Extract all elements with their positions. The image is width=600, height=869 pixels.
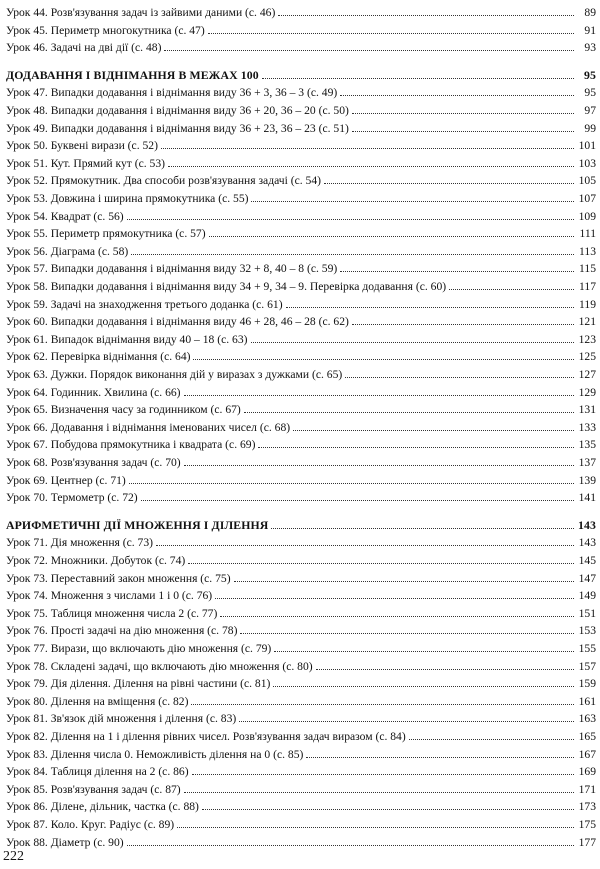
- dot-leader: [239, 720, 574, 722]
- entry-title: Урок 45. Периметр многокутника (с. 47): [6, 23, 205, 37]
- entry-title: Урок 68. Розв'язування задач (с. 70): [6, 456, 181, 469]
- entry-page: 103: [578, 156, 596, 170]
- toc-entry: [6, 399, 596, 416]
- toc-entry: [6, 20, 596, 37]
- dot-leader: [345, 376, 574, 378]
- entry-page: 139: [578, 473, 596, 487]
- page-number: 222: [3, 849, 24, 864]
- toc-entry: [6, 118, 596, 135]
- dot-leader: [324, 182, 574, 184]
- toc-entry: [6, 487, 596, 504]
- toc-entry: [6, 2, 596, 19]
- entry-title: Урок 74. Множення з числами 1 і 0 (с. 76): [6, 589, 213, 603]
- entry-title: Урок 57. Випадки додавання і віднімання виду 32 + 8, 40 – 8 (с. 59): [6, 262, 338, 276]
- toc-entry: [6, 470, 596, 487]
- toc-entry: [6, 744, 596, 761]
- dot-leader: [156, 544, 574, 546]
- toc-entry: [6, 276, 596, 293]
- dot-leader: [161, 147, 574, 149]
- dot-leader: [352, 323, 574, 325]
- entry-title: Урок 78. Складені задачі, що включають дію множення (с. 80): [6, 659, 313, 673]
- entry-page: 153: [578, 624, 596, 638]
- entry-title: Урок 58. Випадки додавання і віднімання виду 34 + 9, 34 – 9. Перевірка додавання (с. 60): [6, 280, 447, 293]
- dot-leader: [191, 703, 574, 705]
- toc-entry: [6, 656, 596, 673]
- entry-page: 129: [578, 385, 596, 399]
- entry-page: 115: [579, 262, 596, 276]
- dot-leader: [278, 14, 574, 16]
- entry-page: 89: [584, 6, 596, 19]
- toc-entry: [6, 761, 596, 778]
- entry-title: Урок 83. Ділення числа 0. Неможливість ділення на 0 (с. 85): [6, 747, 304, 761]
- entry-title: Урок 64. Годинник. Хвилина (с. 66): [6, 385, 181, 399]
- entry-title: Урок 52. Прямокутник. Два способи розв'язування задачі (с. 54): [6, 174, 321, 188]
- toc-entry: [6, 241, 596, 258]
- entry-title: Урок 47. Випадки додавання і віднімання виду 36 + 3, 36 – 3 (с. 49): [6, 86, 338, 100]
- section-title: ДОДАВАННЯ І ВІДНІМАННЯ В МЕЖАХ 100: [6, 67, 259, 82]
- toc-entry: [6, 188, 596, 205]
- entry-page: 109: [578, 209, 596, 223]
- entry-title: Урок 69. Центнер (с. 71): [6, 473, 126, 487]
- entry-title: Урок 51. Кут. Прямий кут (с. 53): [6, 156, 165, 170]
- toc-entry: [6, 603, 596, 620]
- dot-leader: [258, 446, 574, 448]
- entry-title: Урок 79. Дія ділення. Ділення на рівні частини (с. 81): [6, 677, 271, 691]
- entry-page: 121: [578, 315, 596, 329]
- toc-entry: [6, 364, 596, 381]
- entry-page: 137: [578, 456, 596, 469]
- dot-leader: [340, 94, 574, 96]
- entry-page: 165: [578, 730, 596, 743]
- entry-page: 149: [578, 589, 596, 603]
- entry-title: Урок 50. Буквені вирази (с. 52): [6, 139, 158, 153]
- section-page: 95: [584, 67, 596, 82]
- entry-title: Урок 75. Таблиця множення числа 2 (с. 77): [6, 606, 218, 620]
- entry-title: Урок 88. Діаметр (с. 90): [6, 835, 124, 849]
- toc-entry: [6, 37, 596, 54]
- dot-leader: [131, 253, 574, 255]
- dot-leader: [271, 527, 574, 529]
- toc-entry: [6, 814, 596, 831]
- entry-page: 123: [578, 332, 596, 346]
- dot-leader: [273, 685, 574, 687]
- entry-title: Урок 82. Ділення на 1 і ділення рівних чисел. Розв'язування задач виразом (с. 84): [6, 730, 406, 743]
- entry-page: 91: [584, 23, 596, 37]
- dot-leader: [220, 615, 574, 617]
- dot-leader: [340, 270, 574, 272]
- toc-entry: [6, 550, 596, 567]
- entry-page: 95: [584, 86, 596, 100]
- dot-leader: [449, 288, 574, 290]
- toc-entry: [6, 82, 596, 99]
- entry-title: Урок 77. Вирази, що включають дію множення (с. 79): [6, 642, 272, 655]
- entry-page: 101: [578, 139, 596, 153]
- entry-page: 169: [578, 765, 596, 779]
- entry-page: 143: [578, 536, 596, 550]
- entry-title: Урок 59. Задачі на знаходження третього доданка (с. 61): [6, 297, 283, 311]
- entry-page: 161: [578, 694, 596, 708]
- toc-entry: [6, 585, 596, 602]
- section-heading: [6, 65, 596, 82]
- entry-page: 111: [579, 227, 596, 241]
- entry-page: 135: [578, 438, 596, 452]
- entry-page: 147: [578, 571, 596, 585]
- entry-title: Урок 85. Розв'язування задач (с. 87): [6, 782, 181, 796]
- toc-entry: [6, 294, 596, 311]
- dot-leader: [274, 650, 574, 652]
- dot-leader: [240, 632, 574, 634]
- entry-title: Урок 80. Ділення на вміщення (с. 82): [6, 694, 189, 708]
- entry-title: Урок 54. Квадрат (с. 56): [6, 209, 124, 223]
- toc-entry: [6, 258, 596, 275]
- entry-title: Урок 70. Термометр (с. 72): [6, 491, 138, 505]
- toc-entry: [6, 153, 596, 170]
- entry-title: Урок 72. Множники. Добуток (с. 74): [6, 554, 186, 567]
- entry-title: Урок 62. Перевірка віднімання (с. 64): [6, 350, 191, 364]
- dot-leader: [251, 341, 575, 343]
- dot-leader: [177, 826, 574, 828]
- toc-entry: [6, 532, 596, 549]
- toc-entry: [6, 206, 596, 223]
- dot-leader: [352, 112, 574, 114]
- dot-leader: [316, 668, 574, 670]
- toc-entry: [6, 382, 596, 399]
- entry-title: Урок 65. Визначення часу за годинником (с. 67): [6, 403, 241, 417]
- entry-page: 167: [578, 747, 596, 761]
- entry-page: 141: [578, 491, 596, 505]
- toc-entry: [6, 568, 596, 585]
- entry-title: Урок 61. Випадок віднімання виду 40 – 18 (с. 63): [6, 332, 248, 346]
- entry-title: Урок 66. Додавання і віднімання іменованих чисел (с. 68): [6, 420, 291, 434]
- dot-leader: [306, 756, 574, 758]
- dot-leader: [192, 773, 574, 775]
- dot-leader: [352, 130, 574, 132]
- toc-entry: [6, 691, 596, 708]
- dot-leader: [215, 597, 574, 599]
- entry-title: Урок 56. Діаграма (с. 58): [6, 244, 129, 258]
- entry-page: 163: [578, 712, 596, 726]
- entry-title: Урок 63. Дужки. Порядок виконання дій у виразах з дужками (с. 65): [6, 368, 343, 381]
- entry-title: Урок 86. Ділене, дільник, частка (с. 88): [6, 800, 199, 814]
- entry-title: Урок 87. Коло. Круг. Радіус (с. 89): [6, 818, 175, 831]
- entry-page: 173: [578, 800, 596, 814]
- entry-title: Урок 84. Таблиця ділення на 2 (с. 86): [6, 765, 189, 779]
- toc-entry: [6, 434, 596, 451]
- toc-entry: [6, 726, 596, 743]
- toc-entry: [6, 135, 596, 152]
- entry-page: 133: [578, 420, 596, 434]
- toc-entry: [6, 779, 596, 796]
- entry-page: 117: [579, 280, 596, 293]
- entry-title: Урок 60. Випадки додавання і віднімання виду 46 + 28, 46 – 28 (с. 62): [6, 315, 349, 329]
- entry-page: 93: [584, 41, 596, 55]
- dot-leader: [244, 411, 574, 413]
- entry-page: 119: [579, 297, 596, 311]
- toc-entry: [6, 796, 596, 813]
- toc-entry: [6, 223, 596, 240]
- entry-page: 131: [578, 403, 596, 417]
- dot-leader: [164, 49, 574, 51]
- entry-page: 105: [578, 174, 596, 188]
- toc-entry: [6, 673, 596, 690]
- dot-leader: [184, 394, 574, 396]
- dot-leader: [409, 738, 574, 740]
- toc-entry: [6, 170, 596, 187]
- entry-title: Урок 55. Периметр прямокутника (с. 57): [6, 227, 206, 241]
- toc-entry: [6, 708, 596, 725]
- entry-page: 125: [578, 350, 596, 364]
- dot-leader: [184, 464, 574, 466]
- entry-page: 151: [578, 606, 596, 620]
- toc-entry: [6, 638, 596, 655]
- section-heading: [6, 515, 596, 532]
- toc-entry: [6, 311, 596, 328]
- dot-leader: [208, 32, 574, 34]
- entry-title: Урок 48. Випадки додавання і віднімання виду 36 + 20, 36 – 20 (с. 50): [6, 104, 349, 117]
- entry-title: Урок 46. Задачі на дві дії (с. 48): [6, 41, 162, 55]
- toc-entry: [6, 417, 596, 434]
- dot-leader: [251, 200, 574, 202]
- entry-title: Урок 71. Дія множення (с. 73): [6, 536, 154, 550]
- toc-entry: [6, 100, 596, 117]
- dot-leader: [141, 499, 574, 501]
- dot-leader: [234, 580, 574, 582]
- entry-page: 157: [578, 659, 596, 673]
- dot-leader: [209, 235, 574, 237]
- entry-title: Урок 44. Розв'язування задач із зайвими даними (с. 46): [6, 6, 276, 19]
- entry-page: 99: [584, 121, 596, 135]
- dot-leader: [262, 77, 574, 79]
- section-page: 143: [578, 517, 596, 532]
- dot-leader: [129, 482, 574, 484]
- dot-leader: [184, 791, 574, 793]
- toc-entry: [6, 832, 596, 849]
- dot-leader: [202, 808, 574, 810]
- toc-entry: [6, 329, 596, 346]
- toc-entry: [6, 452, 596, 469]
- entry-page: 127: [578, 368, 596, 381]
- dot-leader: [193, 358, 574, 360]
- entry-title: Урок 81. Зв'язок дій множення і ділення (с. 83): [6, 712, 237, 726]
- dot-leader: [127, 844, 574, 846]
- entry-page: 113: [579, 244, 596, 258]
- dot-leader: [286, 306, 574, 308]
- entry-title: Урок 53. Довжина і ширина прямокутника (с. 55): [6, 192, 249, 205]
- entry-title: Урок 67. Побудова прямокутника і квадрата (с. 69): [6, 438, 256, 452]
- entry-page: 175: [578, 818, 596, 831]
- section-title: АРИФМЕТИЧНІ ДІЇ МНОЖЕННЯ І ДІЛЕННЯ: [6, 517, 269, 532]
- entry-page: 145: [578, 554, 596, 567]
- dot-leader: [168, 165, 574, 167]
- toc-entry: [6, 346, 596, 363]
- dot-leader: [127, 218, 574, 220]
- entry-page: 159: [578, 677, 596, 691]
- dot-leader: [188, 562, 574, 564]
- entry-title: Урок 76. Прості задачі на дію множення (с. 78): [6, 624, 238, 638]
- entry-title: Урок 49. Випадки додавання і віднімання виду 36 + 23, 36 – 23 (с. 51): [6, 121, 349, 135]
- entry-page: 171: [578, 782, 596, 796]
- entry-page: 177: [578, 835, 596, 849]
- toc-entry: [6, 620, 596, 637]
- entry-page: 155: [578, 642, 596, 655]
- entry-title: Урок 73. Переставний закон множення (с. 75): [6, 571, 231, 585]
- dot-leader: [293, 429, 574, 431]
- entry-page: 97: [584, 104, 596, 117]
- entry-page: 107: [578, 192, 596, 205]
